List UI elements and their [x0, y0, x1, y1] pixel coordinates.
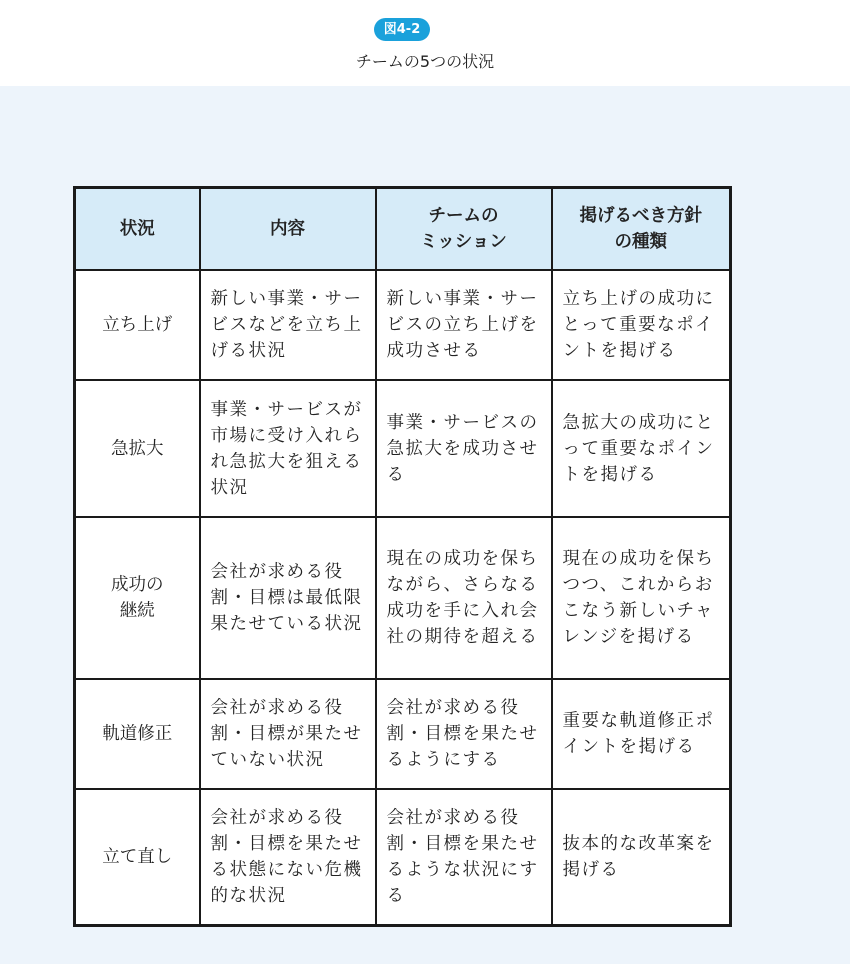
cell-policy: 現在の成功を保ちつつ、これからおこなう新しいチャレンジを掲げる — [552, 517, 731, 679]
cell-policy: 急拡大の成功にとって重要なポイントを掲げる — [552, 380, 731, 517]
cell-mission: 現在の成功を保ちながら、さらなる成功を手に入れ会社の期待を超える — [376, 517, 552, 679]
cell-policy: 重要な軌道修正ポイントを掲げる — [552, 679, 731, 789]
cell-mission: 新しい事業・サービスの立ち上げを成功させる — [376, 270, 552, 380]
cell-situation: 立て直し — [75, 789, 200, 926]
cell-content: 事業・サービスが市場に受け入れられ急拡大を狙える状況 — [200, 380, 376, 517]
table-row — [75, 270, 731, 380]
figure-header — [0, 0, 850, 86]
cell-mission: 事業・サービスの急拡大を成功させる — [376, 380, 552, 517]
cell-situation: 立ち上げ — [75, 270, 200, 380]
cell-policy: 立ち上げの成功にとって重要なポイントを掲げる — [552, 270, 731, 380]
table-row — [75, 517, 731, 679]
cell-policy: 抜本的な改革案を掲げる — [552, 789, 731, 926]
cell-content: 会社が求める役割・目標を果たせる状態にない危機的な状況 — [200, 789, 376, 926]
table-row — [75, 789, 731, 926]
header-policy-type: 掲げるべき方針 の種類 — [552, 188, 731, 271]
header-situation: 状況 — [75, 188, 200, 271]
cell-situation: 軌道修正 — [75, 679, 200, 789]
table-header-row — [75, 188, 731, 271]
header-content: 内容 — [200, 188, 376, 271]
cell-mission: 会社が求める役割・目標を果たせるようにする — [376, 679, 552, 789]
header-mission: チームの ミッション — [376, 188, 552, 271]
cell-situation: 成功の 継続 — [75, 517, 200, 679]
figure-title: チームの5つの状況 — [355, 52, 495, 71]
cell-content: 会社が求める役割・目標が果たせていない状況 — [200, 679, 376, 789]
cell-situation: 急拡大 — [75, 380, 200, 517]
cell-content: 新しい事業・サービスなどを立ち上げる状況 — [200, 270, 376, 380]
cell-mission: 会社が求める役割・目標を果たせるような状況にする — [376, 789, 552, 926]
figure-label-badge: 図4-2 — [374, 18, 430, 41]
team-situations-table — [73, 186, 732, 927]
cell-content: 会社が求める役割・目標は最低限果たせている状況 — [200, 517, 376, 679]
table-row — [75, 380, 731, 517]
table-row — [75, 679, 731, 789]
